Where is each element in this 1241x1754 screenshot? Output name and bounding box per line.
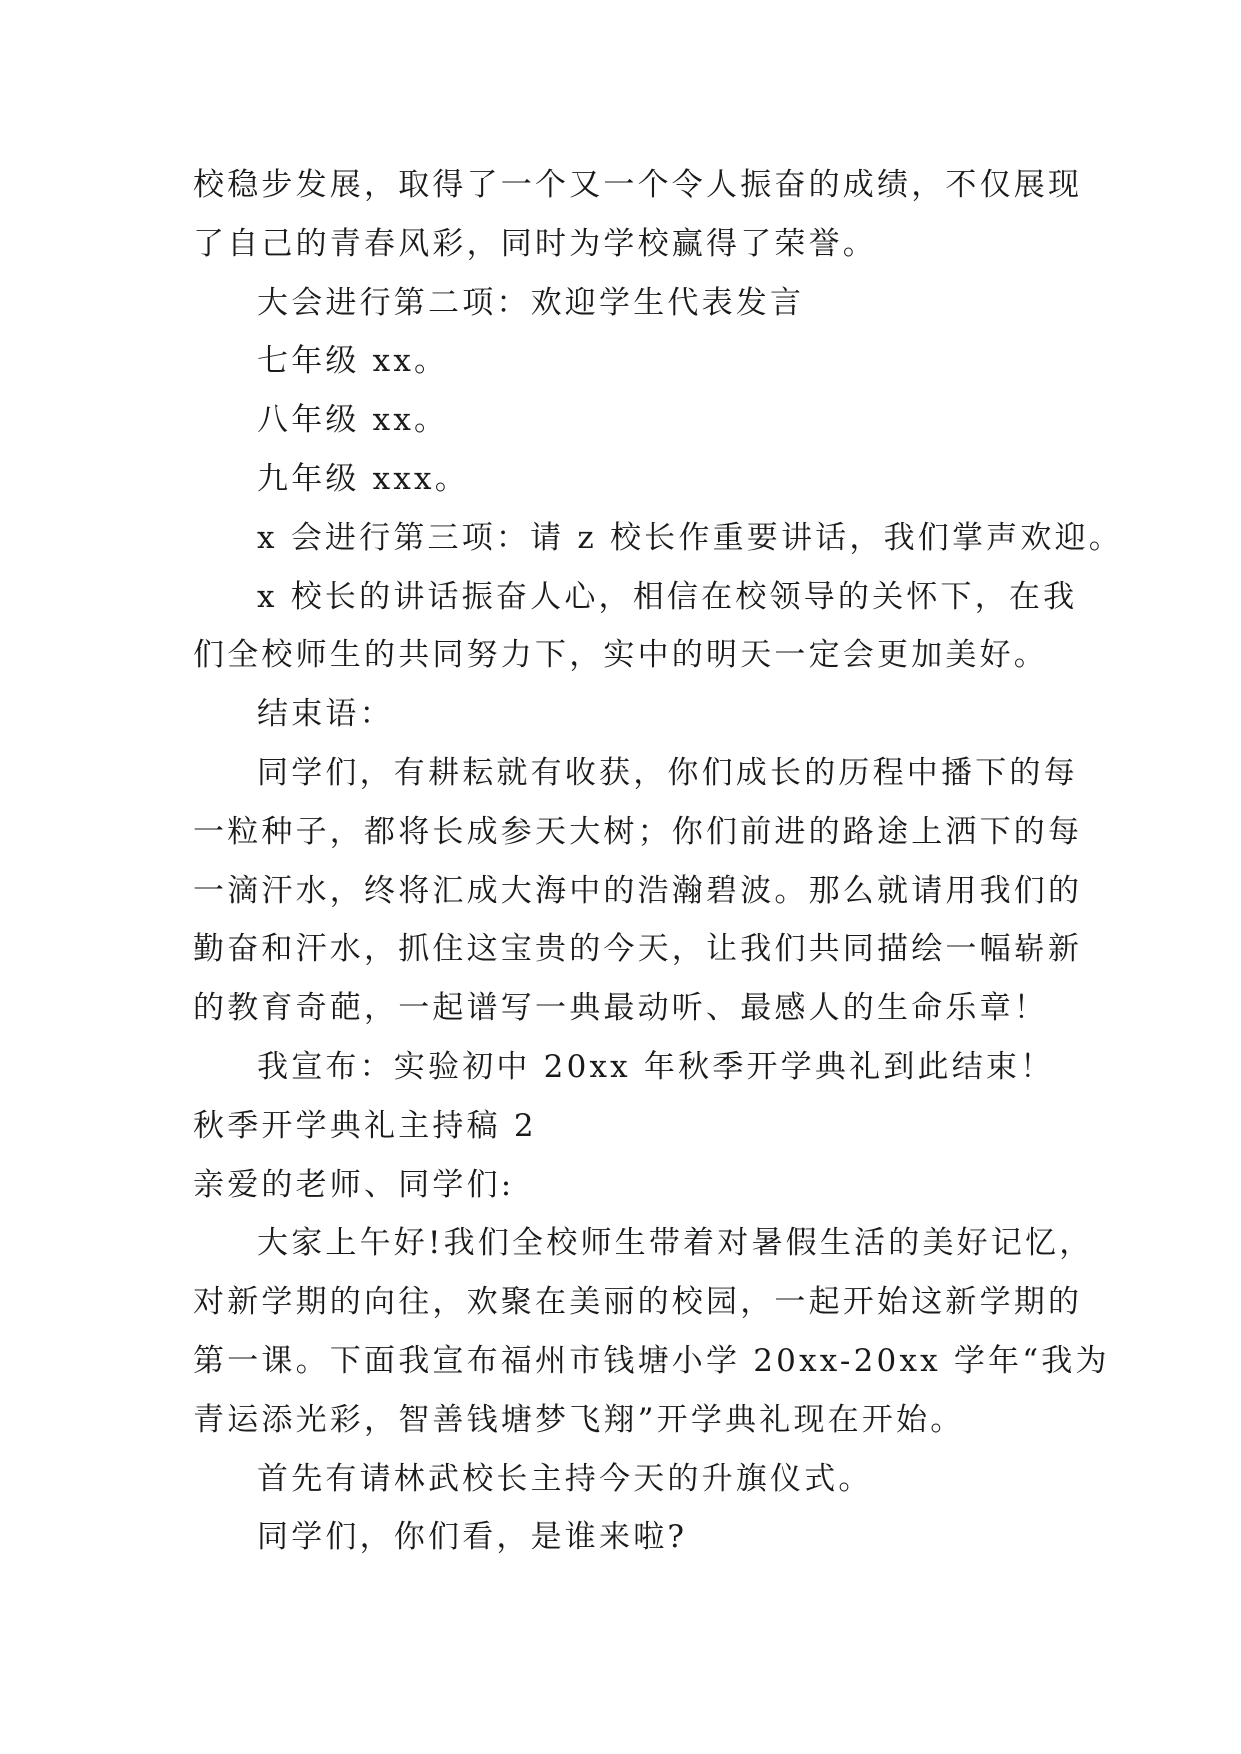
text-line: 一滴汗水，终将汇成大海中的浩瀚碧波。那么就请用我们的 — [193, 872, 1083, 909]
text-line: 们全校师生的共同努力下，实中的明天一定会更加美好。 — [193, 637, 1048, 674]
grade-nine-speaker: 九年级 xxx。 — [257, 460, 469, 497]
text-line: 首先有请林武校长主持今天的升旗仪式。 — [257, 1460, 873, 1497]
closing-announcement: 我宣布：实验初中 20xx 年秋季开学典礼到此结束！ — [257, 1048, 1055, 1085]
text-line: 同学们，有耕耘就有收获，你们成长的历程中播下的每 — [257, 754, 1078, 791]
text-line: 校稳步发展，取得了一个又一个令人振奋的成绩，不仅展现 — [193, 167, 1083, 203]
text-line: 同学们，你们看，是谁来啦? — [257, 1519, 688, 1556]
agenda-item-two: 大会进行第二项：欢迎学生代表发言 — [257, 284, 805, 321]
text-line: x 校长的讲话振奋人心，相信在校领导的关怀下，在我 — [257, 578, 1078, 615]
text-line: 第一课。下面我宣布福州市钱塘小学 20xx-20xx 学年“我为 — [193, 1342, 1110, 1379]
document-body — [193, 156, 1123, 1567]
text-line: 了自己的青春风彩，同时为学校赢得了荣誉。 — [193, 225, 877, 262]
text-line: 一粒种子，都将长成参天大树；你们前进的路途上洒下的每 — [193, 813, 1083, 850]
closing-heading: 结束语： — [257, 696, 394, 733]
text-line: 大家上午好!我们全校师生带着对暑假生活的美好记忆， — [257, 1225, 1094, 1262]
grade-seven-speaker: 七年级 xx。 — [257, 343, 449, 380]
text-line: 青运添光彩，智善钱塘梦飞翔”开学典礼现在开始。 — [193, 1401, 965, 1438]
salutation: 亲爱的老师、同学们: — [193, 1166, 515, 1203]
text-line: 的教育奇葩，一起谱写一典最动听、最感人的生命乐章！ — [193, 990, 1048, 1027]
text-line: 勤奋和汗水，抓住这宝贵的今天，让我们共同描绘一幅崭新 — [193, 931, 1083, 968]
section-title: 秋季开学典礼主持稿 2 — [193, 1107, 537, 1144]
text-line: 对新学期的向往，欢聚在美丽的校园，一起开始这新学期的 — [193, 1284, 1083, 1321]
grade-eight-speaker: 八年级 xx。 — [257, 402, 449, 439]
agenda-item-three: x 会进行第三项：请 z 校长作重要讲话，我们掌声欢迎。 — [257, 519, 1123, 556]
